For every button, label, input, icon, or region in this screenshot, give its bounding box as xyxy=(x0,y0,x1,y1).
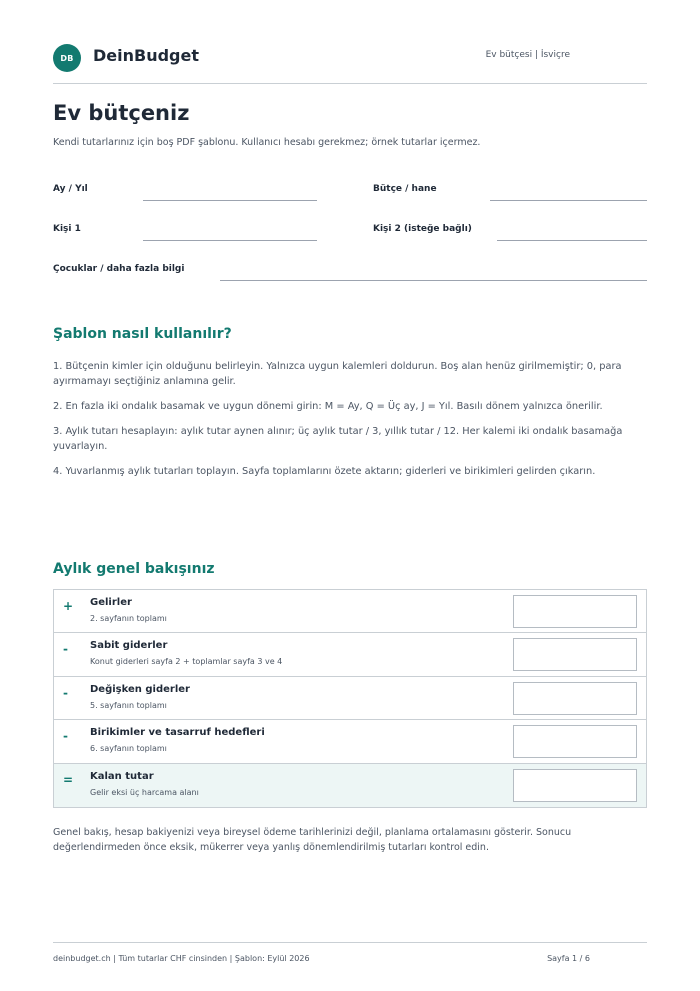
person2-label: Kişi 2 (isteğe bağlı) xyxy=(373,224,472,234)
page-footer xyxy=(53,942,647,963)
budget-household-field[interactable] xyxy=(490,200,647,201)
minus-symbol: - xyxy=(63,729,68,744)
page-subtitle: Kendi tutarlarınız için boş PDF şablonu. Kullanıcı hesabı gerekmez; örnek tutarlar içermez. xyxy=(53,137,481,148)
equals-symbol: = xyxy=(63,772,74,787)
plus-symbol: + xyxy=(63,599,74,613)
howto-step-1: 1. Bütçenin kimler için olduğunu belirleyin. Yalnızca uygun kalemleri doldurun. Boş alan henüz girilmemiştir; 0, para ayırmamayı seçtiğiniz anlamına gelir. xyxy=(53,361,622,387)
row-title: Birikimler ve tasarruf hedefleri xyxy=(90,727,265,739)
page-title: Ev bütçeniz xyxy=(53,101,190,125)
income-amount-field[interactable] xyxy=(513,595,637,628)
children-field[interactable] xyxy=(220,280,647,281)
summary-row-savings xyxy=(54,720,646,763)
person1-field[interactable] xyxy=(143,240,317,241)
overview-title: Aylık genel bakışınız xyxy=(53,561,215,577)
summary-row-income xyxy=(54,590,646,633)
minus-symbol: - xyxy=(63,685,68,700)
fixed-expenses-amount-field[interactable] xyxy=(513,638,637,671)
variable-expenses-amount-field[interactable] xyxy=(513,682,637,715)
page-number: Sayfa 1 / 6 xyxy=(547,954,590,963)
document-page xyxy=(53,0,647,991)
howto-step-4: 4. Yuvarlanmış aylık tutarları toplayın. Sayfa toplamlarını özete aktarın; giderleri ve birikimleri gelirden çıkarın. xyxy=(53,466,596,477)
summary-row-variable-expenses xyxy=(54,677,646,720)
person1-label: Kişi 1 xyxy=(53,224,81,234)
row-title: Sabit giderler xyxy=(90,640,168,652)
person2-field[interactable] xyxy=(497,240,647,241)
row-title: Gelirler xyxy=(90,597,132,608)
howto-title: Şablon nasıl kullanılır? xyxy=(53,326,232,342)
summary-row-remaining xyxy=(54,764,646,807)
howto-step-2: 2. En fazla iki ondalık basamak ve uygun dönemi girin: M = Ay, Q = Üç ay, J = Yıl. Basılı dönem yalnızca önerilir. xyxy=(53,401,603,412)
page-header xyxy=(53,42,647,84)
header-context: Ev bütçesi | İsviçre xyxy=(485,50,570,60)
row-title: Kalan tutar xyxy=(90,770,154,782)
month-year-field[interactable] xyxy=(143,200,317,201)
row-subtitle: Gelir eksi üç harcama alanı xyxy=(90,787,199,797)
howto-step-3: 3. Aylık tutarı hesaplayın: aylık tutar aynen alınır; üç aylık tutar / 3, yıllık tutar / 12. Her kalemi iki ondalık basamağa yuvarlayın. xyxy=(53,426,623,452)
overview-note: Genel bakış, hesap bakiyenizi veya bireysel ödeme tarihlerinizi değil, planlama ortalamasını gösterir. Sonucu değerlendirmeden önce eksik, mükerrer veya yanlış dönemlendirilmiş tutarları kontrol edin. xyxy=(53,827,572,853)
savings-amount-field[interactable] xyxy=(513,725,637,758)
remaining-amount-field[interactable] xyxy=(513,769,637,802)
row-title: Değişken giderler xyxy=(90,683,190,695)
logo-badge: DB xyxy=(53,44,81,72)
row-subtitle: 5. sayfanın toplamı xyxy=(90,700,167,710)
budget-household-label: Bütçe / hane xyxy=(373,184,437,194)
row-subtitle: 6. sayfanın toplamı xyxy=(90,744,167,754)
month-year-label: Ay / Yıl xyxy=(53,184,88,194)
row-subtitle: Konut giderleri sayfa 2 + toplamlar sayfa 3 ve 4 xyxy=(90,657,283,667)
brand-name: DeinBudget xyxy=(93,46,199,65)
footer-info: deinbudget.ch | Tüm tutarlar CHF cinsinden | Şablon: Eylül 2026 xyxy=(53,954,310,963)
row-subtitle: 2. sayfanın toplamı xyxy=(90,614,167,623)
summary-table xyxy=(53,589,647,808)
summary-row-fixed-expenses xyxy=(54,633,646,676)
children-label: Çocuklar / daha fazla bilgi xyxy=(53,264,185,274)
minus-symbol: - xyxy=(63,642,68,657)
